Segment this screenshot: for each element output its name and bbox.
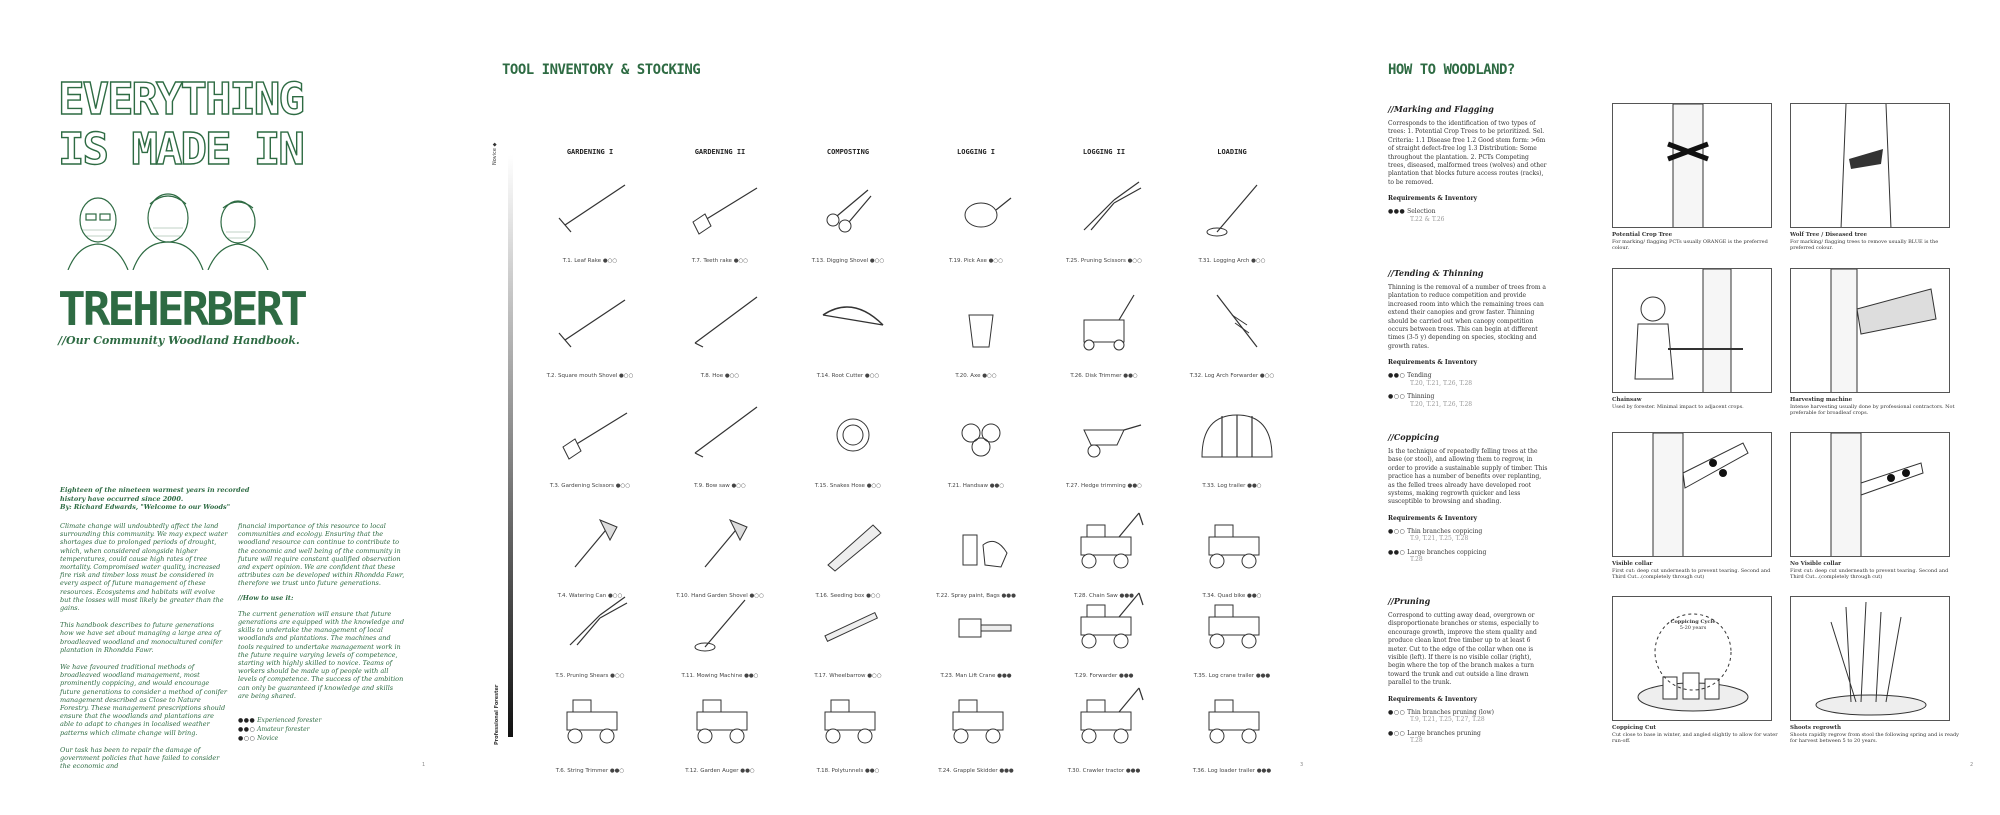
illustration-drawing (1613, 269, 1772, 393)
legend-label: Novice (257, 735, 279, 742)
caption-title: Visible collar (1612, 561, 1653, 567)
middle-page (480, 0, 1360, 815)
tool-label: T.27. Hedge trimming ●●○ (1066, 483, 1142, 489)
tool-label: T.22. Spray paint, Bags ●●● (936, 593, 1016, 599)
method-body: Is the technique of repeatedly felling trees at the base (or stool), and allowing them to regrow, in order to provide a sustainable supply of timber. This practice has a number of benefits over replanting, as the felled trees already have developed root systems, making regrowth quicker and less susceptible to browsing and shading. (1388, 448, 1548, 506)
tool-label: T.2. Square mouth Shovel ●○○ (546, 373, 634, 379)
caption-title: Wolf Tree / Diseased tree (1790, 232, 1868, 238)
trailer-icon (555, 680, 635, 750)
legend-label: Amateur forester (257, 726, 310, 733)
mower-icon (1069, 285, 1149, 355)
requirement-item (1388, 393, 1548, 408)
method-title: //Marking and Flagging (1388, 104, 1494, 114)
tool-label: T.5. Pruning Shears ●○○ (555, 673, 625, 679)
tool-item (1182, 680, 1302, 780)
shovel-icon (685, 170, 765, 240)
competence-legend (238, 716, 321, 743)
tool-item (798, 285, 918, 385)
forwarder-icon (1069, 585, 1149, 655)
method-title: //Pruning (1388, 596, 1431, 606)
requirement-tools: T.28 (1410, 737, 1423, 745)
rake-icon (555, 285, 635, 355)
tool-item (670, 680, 790, 780)
cycle-years: 5-20 years (1679, 625, 1707, 631)
tool-label: T.33. Log trailer ●●○ (1202, 483, 1262, 489)
tool-item (670, 395, 790, 495)
community-portrait-illustration (58, 190, 278, 270)
tool-item (540, 395, 660, 495)
column-heading: LOGGING I (957, 148, 995, 156)
method-illustration (1790, 268, 1950, 393)
crawler-icon (1197, 585, 1277, 655)
illustration-caption (1612, 725, 1782, 745)
tool-label: T.30. Crawler tractor ●●● (1067, 768, 1141, 774)
axe-icon (685, 505, 765, 575)
how-to-heading: //How to use it: (238, 593, 294, 602)
caption-text: Shoots rapidly regrow from stool the following spring and is ready for harvest between 5 to 20 years. (1790, 731, 1960, 744)
tool-label: T.14. Root Cutter ●○○ (816, 373, 880, 379)
column-heading: GARDENING I (566, 148, 614, 156)
caption-text: Cut close to base in winter, and angled slightly to allow for water run-off. (1612, 731, 1778, 744)
legend-dots: ●○○ (238, 735, 256, 742)
tool-label: T.34. Quad bike ●●○ (1202, 593, 1262, 599)
paragraph: Climate change will undoubtedly affect the land surrounding this community. We may expect water shortages due to prolonged periods of drought, which, when considered alongside higher temperatures, could cause high rates of tree mortality. Compromised water quality, increased fire risk and timber loss must be considered in every aspect of future management of these resources. Ecosystems and habitats will evolve but the losses will most likely be greater than the gains. (60, 522, 228, 613)
column-heading: LOGGING II (1082, 148, 1126, 156)
pail-icon (941, 285, 1021, 355)
quad-icon (941, 680, 1021, 750)
cycle-title: Coppicing Cycle (1670, 619, 1716, 625)
requirement-label: Thinning (1407, 393, 1435, 401)
competence-dots: ●○○ (1388, 527, 1406, 535)
illustration-drawing (1791, 269, 1950, 393)
axis-top-label: Novice ◆ (492, 142, 498, 165)
tool-item (926, 680, 1046, 780)
competence-dots: ●●● (1388, 208, 1406, 216)
tool-label: T.9. Bow saw ●○○ (694, 483, 746, 489)
requirement-tools: T.9, T.21, T.25, T.28 (1410, 535, 1469, 543)
requirement-tools: T.28 (1410, 556, 1423, 564)
requirement-item (1388, 549, 1548, 564)
tool-item (1054, 680, 1174, 780)
method-section (1388, 432, 1548, 564)
illustration-caption (1612, 561, 1782, 581)
arch-icon (685, 680, 765, 750)
tool-item (798, 395, 918, 495)
requirements-heading: Requirements & Inventory (1388, 695, 1478, 703)
handsaw-icon (813, 505, 893, 575)
caption-text: For marking/ flagging trees to remove usually BLUE is the preferred colour. (1790, 238, 1939, 251)
tool-label: T.6. String Trimmer ●●○ (555, 768, 625, 774)
rake-icon (555, 170, 635, 240)
method-title: //Coppicing (1388, 432, 1440, 442)
requirement-item (1388, 709, 1548, 724)
caption-title: Harvesting machine (1790, 397, 1853, 403)
auger-icon (1197, 285, 1277, 355)
method-illustration (1612, 432, 1772, 557)
illustration-caption (1612, 232, 1782, 252)
page-number: 3 (1300, 762, 1304, 768)
caption-text: First cut: deep cut underneath to prevent tearing. Second and Third Cut...(completely through cut) (1790, 567, 1949, 580)
caption-title: No Visible collar (1790, 561, 1842, 567)
title-outline-2: IS MADE IN (58, 124, 303, 175)
tool-label: T.25. Pruning Scissors ●○○ (1065, 258, 1143, 264)
illustration-drawing (1791, 104, 1950, 228)
caption-title: Coppicing Cut (1612, 725, 1656, 731)
method-body: Thinning is the removal of a number of trees from a plantation to reduce competition and provide increased room into which the remaining trees can extend their canopies and grow faster. Thinning should be carried out when canopy competition occurs between trees. This can begin at different times (3-5 y) depending on species, stocking and growth rates. (1388, 284, 1546, 350)
tool-label: T.11. Mowing Machine ●●○ (681, 673, 759, 679)
method-body: Correspond to cutting away dead, overgrown or disproportionate branches or stems, especially to encourage growth, improve the stem quality and produce clean knot free timber up to at least 6 meter. Cut to the edge of the collar when one is visible (left). If there is no visible collar (right), begin where the top of the branch makes a turn toward the trunk and cut outside a line drawn parallel to the trunk. (1388, 612, 1539, 687)
tool-label: T.15. Snakes Hose ●○○ (814, 483, 882, 489)
requirement-label: Tending (1407, 372, 1432, 380)
illustration-drawing (1613, 597, 1772, 721)
intro-col-2 (238, 522, 406, 700)
tool-item (1182, 285, 1302, 385)
hedge-icon (813, 585, 893, 655)
tool-label: T.26. Disk Trimmer ●●○ (1070, 373, 1138, 379)
column-heading: COMPOSTING (826, 148, 870, 156)
tool-label: T.36. Log loader trailer ●●● (1192, 768, 1272, 774)
requirement-label: Thin branches pruning (low) (1407, 708, 1494, 716)
method-section (1388, 104, 1548, 223)
subtitle: //Our Community Woodland Handbook. (58, 334, 300, 347)
tool-item (540, 585, 660, 685)
title-main: TREHERBERT (58, 282, 305, 336)
tool-item (540, 170, 660, 270)
paragraph: The current generation will ensure that future generations are equipped with the knowledge and skills to undertake the management of local woodlands and plantations. The machines and tools required to undertake management work in the future require varying levels of competence, starting with highly skilled to novice. Teams of workers should be made up of people with all levels of competence. The success of the ambition can only be guaranteed if knowledge and skills are being shared. (238, 609, 404, 700)
page-number: 2 (1970, 762, 1974, 768)
tool-label: T.19. Pick Axe ●○○ (948, 258, 1003, 264)
quote-line: history have occurred since 2000. (60, 494, 184, 503)
legend-row (238, 725, 321, 734)
requirement-label: Thin branches coppicing (1407, 527, 1483, 535)
quote (60, 486, 249, 512)
shears-icon (1069, 170, 1149, 240)
tool-item (798, 585, 918, 685)
requirement-item (1388, 208, 1548, 223)
tool-item (1182, 585, 1302, 685)
tool-label: T.4. Watering Can ●○○ (557, 593, 623, 599)
tool-item (670, 585, 790, 685)
tool-item (926, 170, 1046, 270)
competence-dots: ●○○ (1388, 729, 1406, 737)
caption-text: Intense harvesting usually done by professional contractors. Not preferable for broadleaf crops. (1790, 403, 1955, 416)
requirement-tools: T.9, T.21, T.25, T.27, T.28 (1410, 716, 1485, 724)
shears-icon (555, 585, 635, 655)
method-illustration (1612, 268, 1772, 393)
method-section (1388, 268, 1548, 408)
caption-title: Chainsaw (1612, 397, 1642, 403)
hoe-icon (685, 285, 765, 355)
competence-dots: ●●○ (1388, 372, 1406, 380)
caption-text: For marking/ flagging PCTs usually ORANGE is the preferred colour. (1612, 238, 1768, 251)
competence-dots: ●○○ (1388, 393, 1406, 401)
tool-label: T.31. Logging Arch ●○○ (1198, 258, 1266, 264)
tool-item (1054, 395, 1174, 495)
coppice-cycle-label (1668, 619, 1718, 631)
method-title: //Tending & Thinning (1388, 268, 1484, 278)
tool-item (540, 680, 660, 780)
tool-label: T.21. Handsaw ●●○ (947, 483, 1005, 489)
requirement-tools: T.20, T.21, T.26, T.28 (1410, 400, 1473, 408)
tool-item (798, 680, 918, 780)
tool-item (926, 285, 1046, 385)
tool-item (798, 170, 918, 270)
axis-bottom-label: Professional Forester (494, 684, 500, 745)
caption-text: First cut: deep cut underneath to prevent tearing. Second and Third Cut...(completely through cut) (1612, 567, 1771, 580)
illustration-drawing (1613, 104, 1772, 228)
legend-label: Experienced forester (257, 717, 322, 724)
requirements-heading: Requirements & Inventory (1388, 359, 1478, 367)
illustration-caption (1790, 232, 1960, 252)
tool-label: T.12. Garden Auger ●●○ (685, 768, 755, 774)
legend-dots: ●●● (238, 717, 256, 724)
trimmer-icon (1197, 170, 1277, 240)
method-illustration (1790, 596, 1950, 721)
tool-label: T.20. Axe ●○○ (955, 373, 997, 379)
tool-label: T.18. Polytunnels ●●○ (816, 768, 880, 774)
tool-label: T.17. Wheelbarrow ●○○ (814, 673, 882, 679)
column-heading: GARDENING II (694, 148, 746, 156)
requirements-heading: Requirements & Inventory (1388, 195, 1478, 203)
scissors-icon (813, 170, 893, 240)
requirement-tools: T.20, T.21, T.26, T.28 (1410, 379, 1473, 387)
illustration-caption (1612, 397, 1782, 410)
caption-title: Potential Crop Tree (1612, 232, 1673, 238)
hoe-icon (685, 395, 765, 465)
saw-icon (813, 285, 893, 355)
left-page (0, 0, 426, 815)
tool-item (1054, 585, 1174, 685)
hose-icon (813, 395, 893, 465)
requirements-heading: Requirements & Inventory (1388, 514, 1478, 522)
requirement-item (1388, 730, 1548, 745)
tool-label: T.13. Digging Shovel ●○○ (811, 258, 885, 264)
caption-text: Used by forester. Minimal impact to adjacent crops. (1612, 403, 1744, 410)
legend-dots: ●●○ (238, 726, 256, 733)
tool-item (1182, 170, 1302, 270)
truck-icon (1197, 680, 1277, 750)
illustration-caption (1790, 561, 1960, 581)
illustration-caption (1790, 725, 1960, 745)
skidder-icon (1197, 505, 1277, 575)
legend-row (238, 716, 321, 725)
tool-item (1054, 285, 1174, 385)
tool-label: T.28. Chain Saw ●●● (1074, 593, 1134, 599)
tool-label: T.23. Man Lift Crane ●●● (940, 673, 1012, 679)
trailer-icon (813, 680, 893, 750)
tool-label: T.35. Log crane trailer ●●● (1193, 673, 1271, 679)
quote-author: By: Richard Edwards, "Welcome to our Woods" (60, 503, 231, 511)
trimmer-icon (685, 585, 765, 655)
illustration-drawing (1613, 433, 1772, 557)
tool-item (540, 285, 660, 385)
column-heading: LOADING (1217, 148, 1247, 156)
requirement-label: Large branches pruning (1407, 729, 1481, 737)
paragraph: We have favoured traditional methods of broadleaved woodland management, most prominently coppicing, and would encourage future generations to consider a method of conifer management described as Close to Nature Forestry. These management prescriptions should ensure that the woodlands and plantations are able to adapt to changes in localised weather patterns which climate change will bring. (60, 663, 228, 737)
competence-dots: ●○○ (1388, 708, 1406, 716)
shovel-icon (555, 395, 635, 465)
right-page (1380, 0, 2000, 815)
method-illustration (1790, 432, 1950, 557)
tool-label: T.29. Forwarder ●●● (1074, 673, 1134, 679)
tool-item (926, 585, 1046, 685)
method-illustration (1790, 103, 1950, 228)
method-illustration (1612, 596, 1772, 721)
section-title: TOOL INVENTORY & STOCKING (502, 62, 701, 78)
tool-item (670, 285, 790, 385)
caption-title: Shoots regrowth (1790, 725, 1841, 731)
barrow-icon (1069, 395, 1149, 465)
requirement-label: Selection (1407, 208, 1436, 216)
competence-axis (508, 155, 513, 737)
method-section (1388, 596, 1548, 745)
tool-item (1182, 395, 1302, 495)
crane-icon (1069, 680, 1149, 750)
section-title: HOW TO WOODLAND? (1388, 62, 1515, 78)
requirement-item (1388, 372, 1548, 387)
tool-label: T.1. Leaf Rake ●○○ (562, 258, 618, 264)
illustration-caption (1790, 397, 1960, 417)
tool-item (926, 395, 1046, 495)
tool-label: T.32. Log Arch Forwarder ●○○ (1189, 373, 1275, 379)
paragraph: Our task has been to repair the damage of government policies that have failed to consider the economic and (60, 745, 220, 771)
illustration-drawing (1791, 433, 1950, 557)
tool-item (1054, 170, 1174, 270)
paint-icon (941, 505, 1021, 575)
crane-icon (1069, 505, 1149, 575)
tool-label: T.16. Seeding box ●○○ (815, 593, 881, 599)
requirement-item (1388, 528, 1548, 543)
illustration-drawing (1791, 597, 1950, 721)
tunnel-icon (1197, 395, 1277, 465)
legend-row (238, 734, 321, 743)
tool-item (670, 170, 790, 270)
method-body: Corresponds to the identification of two types of trees: 1. Potential Crop Trees to be prioritized. Sel. Criteria: 1.1 Disease free 1.2 Good stem form: >6m of straight defect-free log 1.3 Distribution: Some throughout the plantation. 2. PCTs Competing trees, diseased, malformed trees (wolves) and other plantation that blocks future access routes (racks), to be removed. (1388, 120, 1547, 186)
quote-line: Eighteen of the nineteen warmest years in recorded (60, 486, 250, 494)
tool-label: T.24. Grapple Skidder ●●● (938, 768, 1014, 774)
tool-label: T.10. Hand Garden Shovel ●○○ (676, 593, 764, 599)
competence-dots: ●●○ (1388, 548, 1406, 556)
tool-label: T.3. Gardening Scissors ●○○ (549, 483, 631, 489)
chainsaw-icon (941, 585, 1021, 655)
tool-label: T.7. Teeth rake ●○○ (691, 258, 749, 264)
tool-label: T.8. Hoe ●○○ (700, 373, 740, 379)
method-illustration (1612, 103, 1772, 228)
box-icon (941, 395, 1021, 465)
page-number: 1 (422, 762, 426, 768)
requirement-label: Large branches coppicing (1407, 548, 1487, 556)
can-icon (941, 170, 1021, 240)
intro-col-1 (60, 522, 228, 770)
axe-icon (555, 505, 635, 575)
requirement-tools: T.22 & T.26 (1410, 215, 1445, 223)
title-outline-1: EVERYTHING (58, 74, 303, 125)
paragraph: financial importance of this resource to local communities and ecology. Ensuring that the woodland resource can continue to contribute to the economic and well being of the community in future will require constant qualified observation and expert opinion. We are confident that these attributes can be developed within Rhondda Fawr, therefore we trust unto future generations. (238, 522, 405, 588)
paragraph: This handbook describes to future generations how we have set about managing a large area of broadleaved woodland and monocultured conifer plantation in Rhondda Fawr. (60, 621, 223, 654)
